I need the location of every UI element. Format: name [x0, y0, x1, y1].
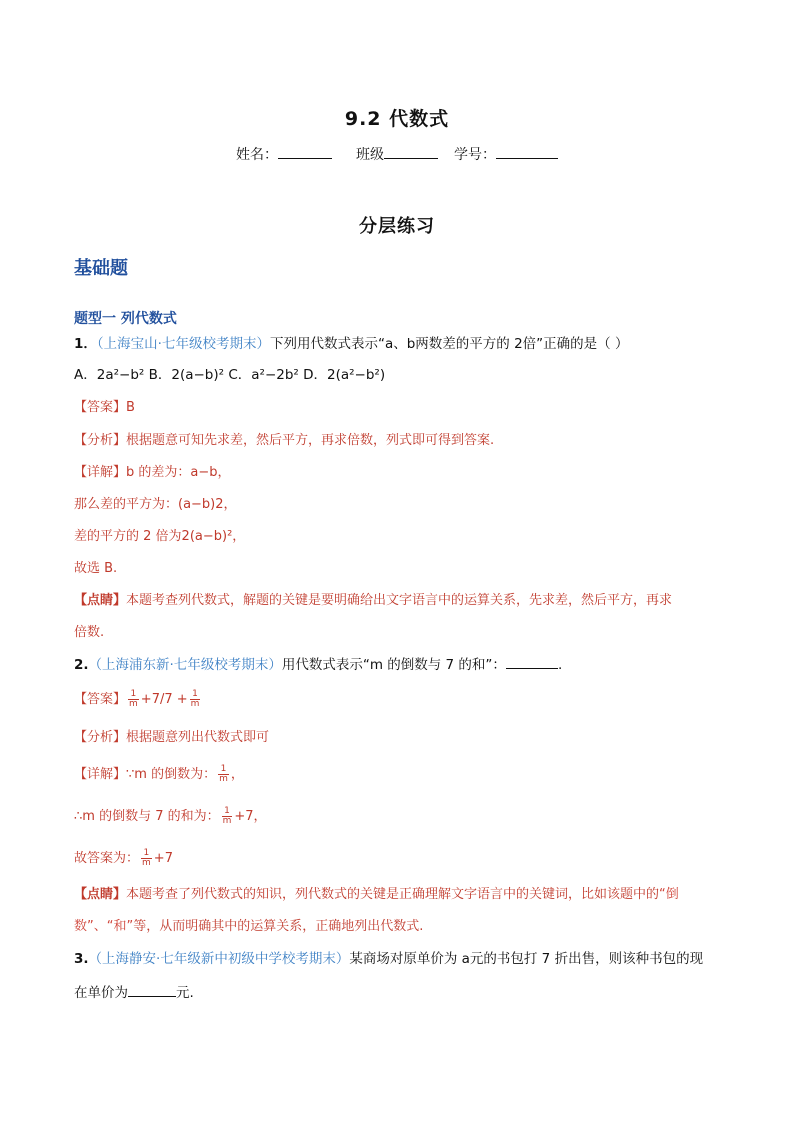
name-blank[interactable]	[278, 144, 332, 159]
question-1	[74, 335, 628, 353]
question-text: 用代数式表示“m 的倒数与 7 的和”：	[281, 657, 506, 673]
comment-text: 本题考查列代数式，解题的关键是要明确给出文字语言中的运算关系，先求差，然后平方，再求	[126, 593, 673, 608]
analysis-line	[74, 432, 494, 450]
detail-text: 故答案为：	[74, 851, 140, 866]
detail-label: 【详解】	[74, 767, 127, 782]
detail-text: ，	[230, 767, 244, 782]
question-text: 某商场对原单价为 a元的书包打 7 折出售，则该种书包的现	[349, 951, 704, 967]
id-blank[interactable]	[496, 144, 558, 159]
answer-line	[74, 399, 135, 417]
page-subtitle: 分层练习	[359, 216, 435, 237]
comment-text: “倒	[659, 887, 679, 902]
fraction: $\frac{1}{m}$	[219, 764, 228, 784]
name-label: 姓名：	[236, 147, 278, 163]
fraction: $\frac{1}{m}$	[142, 848, 151, 868]
fraction: $\frac{1}{m}$	[190, 689, 200, 709]
question-text: 元.	[176, 985, 194, 1001]
answer-blank[interactable]	[506, 655, 558, 669]
answer-label: 【答案】	[74, 400, 127, 415]
page-title: 9.2 代数式	[344, 108, 450, 130]
detail-line: 故选 B.	[74, 561, 118, 576]
fraction: $\frac{1}{m}$	[129, 689, 138, 709]
question-end: .	[557, 657, 563, 673]
fraction: $\frac{1}{m}$	[222, 806, 232, 826]
comment-line	[74, 918, 423, 936]
detail-text: +7	[153, 851, 173, 866]
question-number: 2.	[74, 657, 89, 673]
detail-line	[74, 765, 244, 784]
type-heading: 题型一 列代数式	[74, 311, 177, 327]
detail-text: ∵m 的倒数为：	[126, 767, 217, 782]
comment-line	[74, 592, 672, 610]
analysis-text: 根据题意列出代数式即可	[126, 730, 270, 745]
question-source: （上海浦东新·七年级校考期末）	[88, 657, 282, 673]
detail-text: ∴m 的倒数与 7 的和为：	[74, 809, 220, 824]
question-3	[74, 950, 703, 968]
detail-text: 差的平方的 2 倍为	[74, 529, 182, 544]
student-info-fields	[0, 144, 794, 164]
comment-text: 等，从而明确其中的运算关系，正确地列出代数式.	[133, 919, 424, 934]
comment-text: 数”、“和”	[74, 919, 134, 934]
detail-line	[74, 807, 267, 826]
detail-text: b 的差为：a−b，	[126, 465, 231, 480]
detail-text: +7，	[234, 809, 267, 824]
id-label: 学号：	[454, 147, 496, 163]
comment-line: 倍数.	[74, 625, 105, 640]
comment-text: 本题考查了列代数式的知识，列代数式的关键是正确理解文字语言中的关键词，比如该题中的	[126, 887, 660, 902]
question-3-line2	[74, 983, 194, 1002]
class-label: 班级	[356, 147, 384, 163]
question-1-options: A．2a²−b² B．2(a−b)² C．a²−2b² D．2(a²−b²)	[74, 367, 386, 383]
comment-label: 【点睛】	[74, 887, 127, 902]
comment-label: 【点睛】	[74, 593, 127, 608]
question-text: 在单价为	[74, 985, 128, 1001]
class-blank[interactable]	[384, 144, 438, 159]
analysis-label: 【分析】	[74, 433, 127, 448]
question-source: （上海宝山·七年级校考期末）	[96, 336, 270, 352]
analysis-text: 根据题意可知先求差，然后平方，再求倍数，列式即可得到答案.	[126, 433, 495, 448]
analysis-label: 【分析】	[74, 730, 127, 745]
detail-line: 那么差的平方为：(a−b)2，	[74, 497, 237, 512]
detail-line	[74, 464, 231, 482]
detail-line	[74, 528, 245, 546]
detail-line	[74, 849, 173, 868]
section-heading: 基础题	[74, 258, 128, 279]
answer-blank[interactable]	[128, 983, 176, 997]
detail-label: 【详解】	[74, 465, 127, 480]
question-number: 3.	[74, 951, 89, 967]
comment-line	[74, 886, 679, 904]
answer-line	[74, 690, 202, 709]
answer-label: 【答案】	[74, 692, 127, 707]
answer-value: +7/7 +	[140, 692, 188, 707]
question-text: 下列用代数式表示“a、b两数差的平方的 2倍”正确的是（ ）	[269, 336, 629, 352]
question-number: 1．	[74, 336, 97, 352]
question-source: （上海静安·七年级新中初级中学校考期末）	[88, 951, 350, 967]
answer-value: B	[126, 400, 135, 415]
detail-formula: 2(a−b)²，	[181, 529, 246, 544]
question-2	[74, 655, 562, 674]
analysis-line	[74, 729, 269, 747]
